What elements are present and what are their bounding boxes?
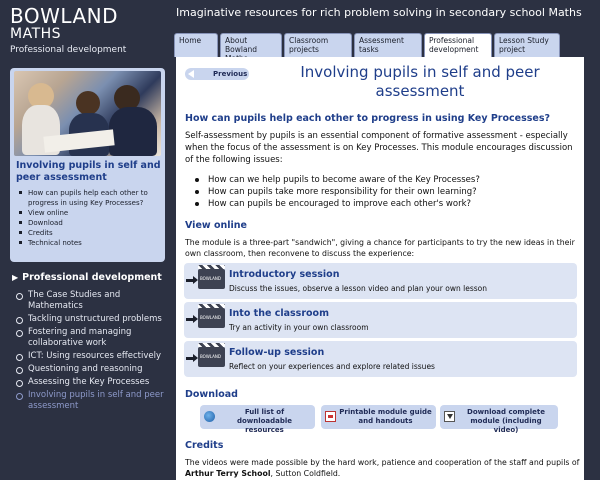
question-heading: How can pupils help each other to progress in using Key Processes? xyxy=(185,113,551,124)
download-label: Download complete module (including video) xyxy=(467,408,545,434)
main-content xyxy=(176,57,584,480)
tab-lesson-study[interactable] xyxy=(494,33,560,57)
clapperboard-icon xyxy=(198,347,225,367)
module-contents-item[interactable]: Credits xyxy=(18,228,158,238)
sidebar xyxy=(0,0,170,480)
section-name: Professional development xyxy=(10,45,127,55)
arrow-left-icon xyxy=(188,70,194,78)
triangle-right-icon: ▶ xyxy=(12,273,19,282)
tab-label: Lesson Study project xyxy=(499,36,549,54)
session-description: Discuss the issues, observe a lesson video and plan your own lesson xyxy=(229,284,487,293)
download-label: Printable module guide and handouts xyxy=(339,408,432,425)
clapperboard-icon xyxy=(198,269,225,289)
side-nav-heading[interactable] xyxy=(12,272,162,283)
download-guide-button[interactable] xyxy=(321,405,436,429)
module-summary-card xyxy=(10,68,165,262)
download-resources-button[interactable] xyxy=(200,405,315,434)
module-contents-list xyxy=(18,188,158,248)
view-online-heading: View online xyxy=(185,220,247,231)
download-heading: Download xyxy=(185,389,238,400)
arrow-right-icon xyxy=(186,279,195,282)
module-contents-item[interactable]: Technical notes xyxy=(18,238,158,248)
issue-item: How can we help pupils to become aware of the Key Processes? xyxy=(193,174,573,186)
pdf-icon xyxy=(325,411,336,422)
previous-label: Previous xyxy=(213,70,248,78)
module-title: Involving pupils in self and peer assessment xyxy=(16,160,161,183)
download-label: Full list of downloadable resources xyxy=(236,408,293,434)
download-icon xyxy=(444,411,455,422)
tab-label: Assessment tasks xyxy=(359,36,404,54)
side-nav-item-current[interactable]: Involving pupils in self and peer assessment xyxy=(14,390,166,412)
download-module-button[interactable] xyxy=(440,405,558,434)
tab-about[interactable] xyxy=(220,33,282,57)
tab-professional-development[interactable] xyxy=(424,33,492,58)
tab-classroom-projects[interactable] xyxy=(284,33,352,57)
side-nav-item[interactable]: Questioning and reasoning xyxy=(14,364,166,375)
classroom-photo xyxy=(14,71,161,156)
tab-home[interactable] xyxy=(174,33,218,57)
session-description: Reflect on your experiences and explore related issues xyxy=(229,362,435,371)
issue-item: How can pupils take more responsibility for their own learning? xyxy=(193,186,573,198)
clapperboard-icon xyxy=(198,308,225,328)
session-description: Try an activity in your own classroom xyxy=(229,323,369,332)
session-follow-up[interactable] xyxy=(184,341,577,377)
side-nav-item[interactable]: Fostering and managing collaborative work xyxy=(14,327,166,349)
credits-text xyxy=(185,457,580,479)
issues-list xyxy=(193,174,573,210)
session-title[interactable]: Introductory session xyxy=(229,269,340,280)
session-introductory[interactable] xyxy=(184,263,577,299)
issue-item: How can pupils be encouraged to improve each other's work? xyxy=(193,198,573,210)
session-title[interactable]: Follow-up session xyxy=(229,347,325,358)
module-contents-item[interactable]: How can pupils help each other to progress in using Key Processes? xyxy=(18,188,158,208)
credits-heading: Credits xyxy=(185,440,224,451)
session-into-classroom[interactable] xyxy=(184,302,577,338)
intro-paragraph: Self-assessment by pupils is an essential component of formative assessment - especially when the focus of the assessment is on Key Processes. This module encourages discussion of the following issues: xyxy=(185,131,573,165)
arrow-right-icon xyxy=(186,357,195,360)
site-tagline: Imaginative resources for rich problem solving in secondary school Maths xyxy=(176,6,582,19)
side-nav-item[interactable]: Tackling unstructured problems xyxy=(14,314,166,325)
side-nav-item[interactable]: Assessing the Key Processes xyxy=(14,377,166,388)
view-online-text: The module is a three-part "sandwich", giving a chance for participants to try the new ideas in their own classroom, then reconvene to discuss the experience: xyxy=(185,238,575,258)
tab-assessment-tasks[interactable] xyxy=(354,33,422,57)
module-contents-item[interactable]: View online xyxy=(18,208,158,218)
tab-label: Professional development xyxy=(429,36,479,54)
globe-icon xyxy=(204,411,215,422)
logo-line2: MATHS xyxy=(10,26,62,42)
logo-line1: BOWLAND xyxy=(10,4,119,28)
credits-text-post: , Sutton Coldfield. xyxy=(270,469,341,478)
session-title[interactable]: Into the classroom xyxy=(229,308,329,319)
arrow-right-icon xyxy=(186,318,195,321)
side-nav xyxy=(14,290,166,414)
side-nav-item[interactable]: The Case Studies and Mathematics xyxy=(14,290,166,312)
tab-label: About Bowland xyxy=(225,36,258,54)
credits-school: Arthur Terry School xyxy=(185,469,271,478)
side-nav-heading-label: Professional development xyxy=(22,272,162,283)
tab-label: Classroom projects xyxy=(289,36,329,54)
bowland-maths-logo[interactable] xyxy=(10,6,118,42)
module-contents-item[interactable]: Download xyxy=(18,218,158,228)
page-title: Involving pupils in self and peer assessment xyxy=(300,63,540,100)
tab-label: Home xyxy=(179,36,202,45)
credits-text-pre: The videos were made possible by the hard work, patience and cooperation of the staff and pupils of xyxy=(185,458,580,467)
previous-button[interactable] xyxy=(185,68,249,80)
side-nav-item[interactable]: ICT: Using resources effectively xyxy=(14,351,166,362)
